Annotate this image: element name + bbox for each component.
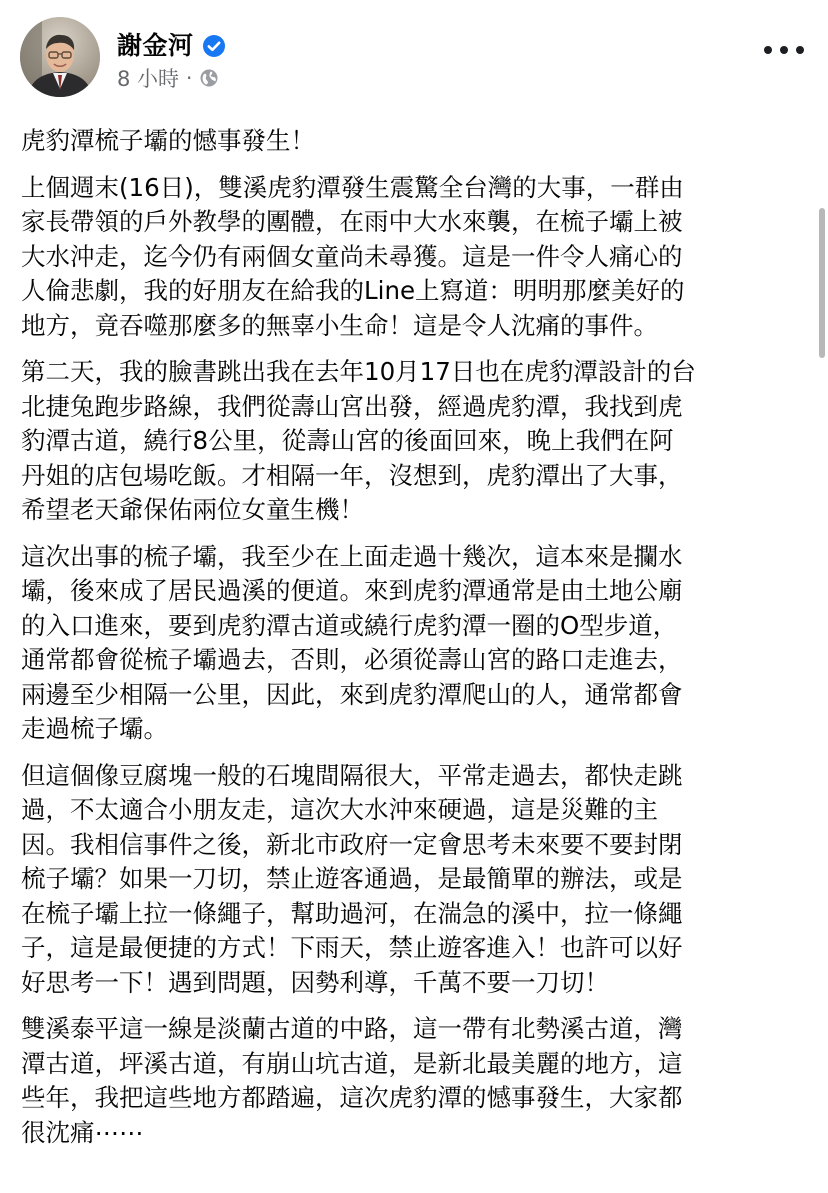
text-line: 在梳子壩上拉一條繩子，幫助過河，在湍急的溪中，拉一條繩 bbox=[21, 898, 683, 928]
text-line: 因。我相信事件之後，新北市政府一定會思考未來要不要封閉 bbox=[21, 829, 683, 859]
text-line: 通常都會從梳子壩過去，否則，必須從壽山宮的路口走進去， bbox=[21, 645, 683, 674]
text-line: 地方，竟吞噬那麼多的無辜小生命！這是令人沈痛的事件。 bbox=[21, 310, 658, 340]
text-line: 走過梳子壩。 bbox=[21, 714, 168, 743]
text-line: 潭古道，坪溪古道，有崩山坑古道，是新北最美麗的地方，這 bbox=[21, 1048, 683, 1078]
avatar-photo bbox=[20, 17, 100, 97]
post-title: 虎豹潭梳子壩的憾事發生！ bbox=[21, 126, 315, 155]
text-line: 豹潭古道，繞行8公里，從壽山宮的後面回來，晚上我們在阿 bbox=[21, 426, 674, 455]
text-line: 人倫悲劇，我的好朋友在給我的Line上寫道：明明那麼美好的 bbox=[21, 276, 685, 305]
meta-separator: · bbox=[186, 66, 193, 90]
author-row bbox=[117, 28, 226, 64]
verified-badge-icon bbox=[202, 34, 226, 58]
post-meta bbox=[117, 63, 219, 93]
more-options-button[interactable] bbox=[764, 38, 804, 62]
text-line: 的入口進來，要到虎豹潭古道或繞行虎豹潭一圈的O型步道， bbox=[21, 610, 678, 640]
more-options-dot bbox=[780, 46, 788, 54]
text-line: 兩邊至少相隔一公里，因此，來到虎豹潭爬山的人，通常都會 bbox=[21, 679, 683, 709]
text-line: 梳子壩？如果一刀切，禁止遊客通過，是最簡單的辦法，或是 bbox=[21, 864, 683, 893]
more-options-icon bbox=[764, 46, 772, 54]
post-header bbox=[0, 0, 828, 110]
post-paragraph bbox=[21, 540, 803, 747]
text-line: 壩，後來成了居民過溪的便道。來到虎豹潭通常是由土地公廟 bbox=[21, 576, 683, 605]
scrollbar-thumb[interactable] bbox=[819, 208, 825, 358]
text-line: 很沈痛⋯⋯ bbox=[21, 1117, 144, 1147]
post-paragraph bbox=[21, 171, 803, 344]
text-line: 希望老天爺保佑兩位女童生機！ bbox=[21, 495, 364, 524]
post-paragraph bbox=[21, 759, 803, 1001]
text-line: 些年，我把這些地方都踏遍，這次虎豹潭的憾事發生，大家都 bbox=[21, 1083, 683, 1112]
text-line: 過，不太適合小朋友走，這次大水沖來硬過，這是災難的主 bbox=[21, 795, 658, 824]
text-line: 第二天，我的臉書跳出我在去年10月17日也在虎豹潭設計的台 bbox=[21, 357, 696, 386]
text-line: 雙溪泰平這一線是淡蘭古道的中路，這一帶有北勢溪古道，灣 bbox=[21, 1014, 683, 1043]
post-paragraph bbox=[21, 355, 803, 528]
post-body bbox=[21, 120, 803, 1162]
globe-icon[interactable] bbox=[199, 68, 219, 88]
text-line: 上個週末(16日)，雙溪虎豹潭發生震驚全台灣的大事，一群由 bbox=[21, 172, 684, 202]
text-line: 好思考一下！遇到問題，因勢利導，千萬不要一刀切！ bbox=[21, 967, 609, 997]
text-line: 北捷兔跑步路線，我們從壽山宮出發，經過虎豹潭，我找到虎 bbox=[21, 391, 683, 421]
more-options-dot bbox=[796, 46, 804, 54]
post-paragraph bbox=[21, 1012, 803, 1150]
text-line: 家長帶領的戶外教學的團體，在雨中大水來襲，在梳子壩上被 bbox=[21, 207, 683, 236]
author-name[interactable]: 謝金河 bbox=[117, 31, 194, 60]
text-line: 但這個像豆腐塊一般的石塊間隔很大，平常走過去，都快走跳 bbox=[21, 760, 683, 790]
text-line: 這次出事的梳子壩，我至少在上面走過十幾次，這本來是攔水 bbox=[21, 541, 683, 571]
text-line: 子，這是最便捷的方式！下雨天，禁止遊客進入！也許可以好 bbox=[21, 933, 683, 962]
text-line: 大水沖走，迄今仍有兩個女童尚未尋獲。這是一件令人痛心的 bbox=[21, 241, 683, 271]
post-timestamp[interactable]: 8 小時 bbox=[117, 67, 180, 91]
author-avatar[interactable] bbox=[20, 17, 100, 97]
text-line: 丹姐的店包場吃飯。才相隔一年，沒想到，虎豹潭出了大事， bbox=[21, 460, 683, 490]
